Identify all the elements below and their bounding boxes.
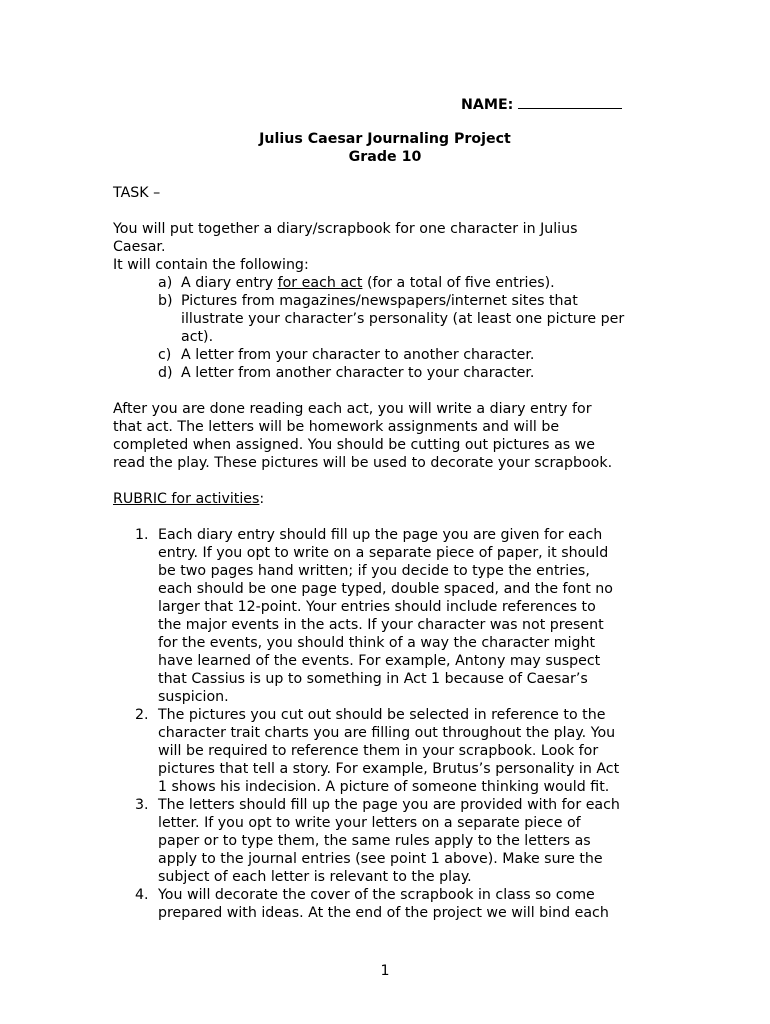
item-line: that Cassius is up to something in Act 1 because of Caesar’s — [158, 671, 588, 687]
list-marker: a) — [158, 275, 173, 291]
item-line: illustrate your character’s personality (at least one picture per — [181, 311, 625, 327]
item-line: will be required to reference them in your scrapbook. Look for — [158, 743, 599, 759]
paragraph-line: that act. The letters will be homework assignments and will be — [113, 419, 560, 435]
list-item — [113, 274, 673, 292]
item-line: act). — [181, 329, 214, 345]
after-reading-paragraph — [113, 400, 673, 472]
item-line: Pictures from magazines/newspapers/internet sites that — [181, 293, 578, 309]
intro-line-3: It will contain the following: — [113, 257, 309, 273]
rubric-heading — [113, 490, 673, 508]
list-marker: 1. — [135, 527, 149, 543]
paragraph-line: completed when assigned. You should be cutting out pictures as we — [113, 437, 595, 453]
list-marker: d) — [158, 365, 173, 381]
item-line: paper or to type them, the same rules apply to the letters as — [158, 833, 591, 849]
list-item — [113, 706, 673, 796]
item-line: entry. If you opt to write on a separate piece of paper, it should — [158, 545, 609, 561]
spacer — [113, 382, 673, 400]
list-item — [113, 346, 673, 364]
intro-paragraph — [113, 220, 673, 274]
spacer — [113, 202, 673, 220]
intro-line-2: Caesar. — [113, 239, 166, 255]
list-marker: 4. — [135, 887, 149, 903]
item-text: A letter from your character to another character. — [181, 347, 535, 363]
list-marker: 3. — [135, 797, 149, 813]
rubric-heading-colon: : — [259, 491, 265, 507]
item-line: Each diary entry should fill up the page you are given for each — [158, 527, 603, 543]
item-text: (for a total of five entries). — [362, 275, 555, 291]
list-item — [113, 886, 673, 922]
item-line: apply to the journal entries (see point 1 above). Make sure the — [158, 851, 603, 867]
list-marker: 2. — [135, 707, 149, 723]
list-marker: b) — [158, 293, 173, 309]
list-item — [113, 364, 673, 382]
item-line: The letters should fill up the page you are provided with for each — [158, 797, 620, 813]
item-line: be two pages hand written; if you decide to type the entries, — [158, 563, 590, 579]
item-line: have learned of the events. For example, Antony may suspect — [158, 653, 601, 669]
spacer — [113, 508, 673, 526]
item-line: The pictures you cut out should be selected in reference to the — [158, 707, 606, 723]
task-heading: TASK – — [113, 185, 161, 201]
item-line: You will decorate the cover of the scrapbook in class so come — [158, 887, 595, 903]
list-item — [113, 796, 673, 886]
list-item — [113, 526, 673, 706]
name-blank-line — [518, 94, 622, 109]
list-item — [113, 292, 673, 346]
spacer — [113, 472, 673, 490]
item-line: suspicion. — [158, 689, 229, 705]
title-line-1: Julius Caesar Journaling Project — [259, 131, 511, 147]
document-title — [0, 130, 770, 166]
intro-line-1: You will put together a diary/scrapbook for one character in Julius — [113, 221, 578, 237]
name-field — [461, 94, 622, 114]
page-number: 1 — [380, 963, 390, 979]
item-line: pictures that tell a story. For example, Brutus’s personality in Act — [158, 761, 620, 777]
item-line: subject of each letter is relevant to the play. — [158, 869, 472, 885]
item-line: larger that 12-point. Your entries should include references to — [158, 599, 596, 615]
document-body — [113, 184, 673, 922]
paragraph-line: read the play. These pictures will be used to decorate your scrapbook. — [113, 455, 613, 471]
rubric-list — [113, 526, 673, 922]
item-line: letter. If you opt to write your letters on a separate piece of — [158, 815, 581, 831]
item-line: character trait charts you are filling out throughout the play. You — [158, 725, 616, 741]
name-label: NAME: — [461, 97, 514, 113]
item-text: A diary entry — [181, 275, 278, 291]
underlined-text: for each act — [277, 275, 363, 291]
task-list — [113, 274, 673, 382]
item-line: prepared with ideas. At the end of the project we will bind each — [158, 905, 609, 921]
item-line: each should be one page typed, double spaced, and the font no — [158, 581, 613, 597]
item-line: for the events, you should think of a way the character might — [158, 635, 596, 651]
item-text: A letter from another character to your character. — [181, 365, 535, 381]
item-line: 1 shows his indecision. A picture of someone thinking would fit. — [158, 779, 610, 795]
title-line-2: Grade 10 — [348, 149, 422, 165]
rubric-heading-text: RUBRIC for activities — [113, 491, 260, 507]
list-marker: c) — [158, 347, 172, 363]
paragraph-line: After you are done reading each act, you will write a diary entry for — [113, 401, 592, 417]
item-line: the major events in the acts. If your character was not present — [158, 617, 604, 633]
